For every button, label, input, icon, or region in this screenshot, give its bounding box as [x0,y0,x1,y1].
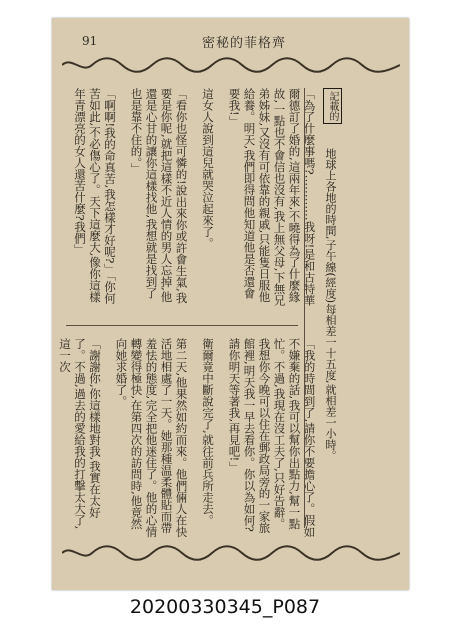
footnote-tag: 記載的 [323,88,342,124]
paragraph: 「為了什麼事嗎?…………我呀!是和古特華爾德訂了婚的,這兩年來,不曉得為了什麼緣故,一點也不會信也沒有,我上無父母,下無兄弟姊妹,又沒有可依靠的親戚,只能隻日服他給養。明天,我們即得問他知道他是否還會要我!」 [227,88,317,306]
paragraph: 「我的時間到了,請你不要擔心了。假如不嫌棄的話,我可以幫你出點力,幫一點忙。不過,我現在沒工夫了,只好告辭。我想你今晚可以住在郵政局旁的一家旅館裡,明天我一早去看你。你以為如何?請你明天等著我,再見吧!」 [227,338,317,538]
paragraph: 「看你也怪可憐的!說出來你或許會生氣,我要是你呢,就把這樣不近人情的男人忘掉,他還是心甘的讓你這樣找他,我想就是找到了也是靠不住的。」 [129,88,189,304]
image-caption: 20200330345_P087 [129,596,321,618]
footnote-panel [304,88,359,528]
running-header: 密秘的菲格齊 [202,36,287,51]
upper-text-block [73,88,328,308]
panel-divider [66,325,298,326]
paragraph: 第二天,他果然如約而來。他們倆人在快活地相處了一天。她那種温柔體貼而帶羞怯的態度,完全把他迷住了。他的心情轉變得極快,在第四次的訪問時,他竟然向她求婚了。 [114,338,189,538]
paragraph: 「啊啊!我的命真苦,我怎樣才好呢?」「你何苦如此,不必傷心了。天下這麼大,像你這樣年青漂亮的女人還苦什麼?我們」 [73,88,117,304]
book-page [52,18,409,590]
lower-text-block [58,338,328,538]
page-number: 91 [82,34,98,48]
footnote-text: 地球上各地的時間,子午線(經度)每相差一十五度,就相差一小時。 [324,148,337,461]
paragraph: 這女人說到這兒就哭泣起來了。 [201,88,215,249]
paragraph: 「謝謝你,你這樣地對我,我實在太好了。不過,過去的愛給我的打擊太大了,這一次 [58,338,102,530]
ornament-border-bottom [62,544,400,562]
ornament-border-top [62,56,400,74]
paragraph: 衛爾竟中斷說完了,就往前兵所走去。 [201,338,215,526]
